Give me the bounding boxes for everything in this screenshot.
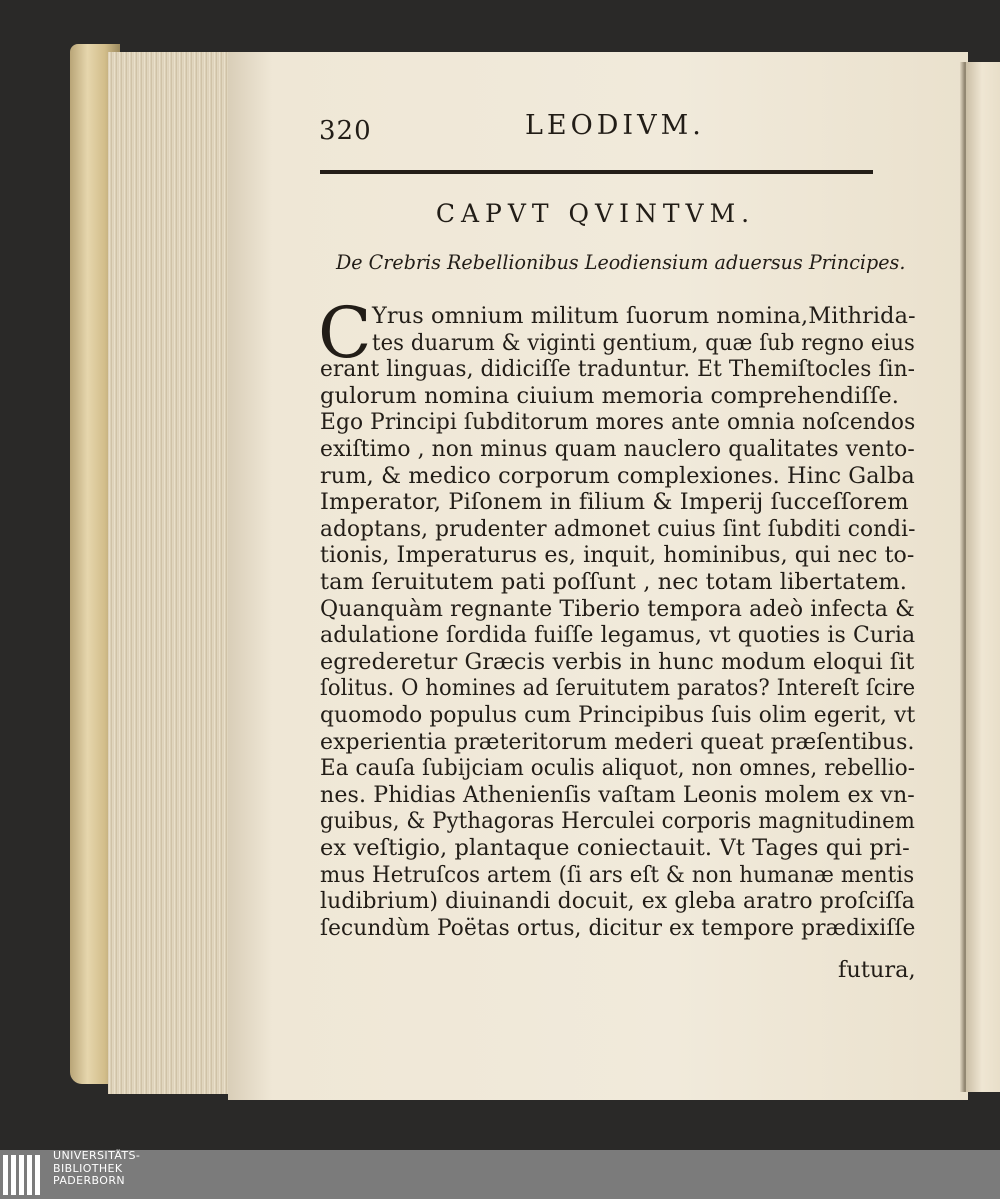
body-line: exiſtimo , non minus quam nauclero qualitates vento- [320, 436, 915, 462]
facing-page-edge [966, 62, 1000, 1092]
body-line: guibus, & Pythagoras Herculei corporis magnitudinem [320, 808, 916, 835]
body-line: Ea cauſa ſubijciam oculis aliquot, non omnes, rebellio- [320, 755, 916, 782]
body-line: ex veſtigio, plantaque coniectauit. Vt Tages qui pri- [320, 835, 910, 861]
body-line: Ego Principi ſubditorum mores ante omnia noſcendos [320, 409, 916, 436]
page-number: 320 [319, 116, 372, 146]
body-line: erant linguas, didiciſſe traduntur. Et Themiſtocles ſin- [320, 356, 916, 383]
drop-cap: C [318, 292, 372, 374]
body-line: egrederetur Græcis verbis in hunc modum eloqui ſit [320, 648, 915, 675]
chapter-subtitle: De Crebris Rebellionibus Leodiensium aduersus Principes. [336, 251, 906, 274]
body-line: tes duarum & viginti gentium, quæ ſub regno eius [372, 329, 915, 356]
body-line: nes. Phidias Athenienſis vaſtam Leonis molem ex vn- [320, 781, 915, 808]
body-line: mus Hetruſcos artem (ſi ars eſt & non humanæ mentis [320, 861, 915, 888]
body-line: tionis, Imperaturus es, inquit, hominibus, qui nec to- [320, 542, 915, 569]
body-line: experientia præteritorum mederi queat præſentibus. [320, 728, 915, 755]
footer-bar [0, 1150, 1000, 1199]
body-line: adoptans, prudenter admonet cuius ſint ſubditi condi- [320, 515, 916, 542]
body-line: quomodo populus cum Principibus ſuis olim egerit, vt [320, 702, 916, 728]
body-line: ludibrium) diuinandi docuit, ex gleba aratro proſciſſa [320, 888, 915, 915]
logo-line: UNIVERSITÄTS- [53, 1149, 141, 1162]
chapter-title: CAPVT QVINTVM. [435, 199, 756, 228]
header-rule [320, 170, 873, 174]
running-head: LEODIVM. [525, 110, 705, 141]
logo-line: PADERBORN [53, 1174, 126, 1187]
catchword: futura, [838, 957, 916, 983]
library-logo-icon [3, 1153, 45, 1197]
page-block-edge [108, 52, 230, 1094]
library-logo-text [53, 1150, 140, 1188]
body-line: Yrus omnium militum ſuorum nomina,Mithrida- [372, 303, 916, 329]
body-line: tam ſeruitutem pati poſſunt , nec totam libertatem. [320, 569, 908, 595]
logo-line: BIBLIOTHEK [53, 1161, 123, 1175]
body-line: adulatione ſordida fuiſſe legamus, vt quoties is Curia [320, 622, 916, 649]
body-line: ſolitus. O homines ad ſeruitutem paratos? Intereſt ſcire [320, 675, 916, 702]
body-line: ſecundùm Poëtas ortus, dicitur ex tempore prædixiſſe [320, 914, 916, 941]
body-line: Imperator, Piſonem in filium & Imperij ſucceſſorem [320, 489, 909, 516]
body-line: Quanquàm regnante Tiberio tempora adeò infecta & [320, 595, 915, 622]
body-line: rum, & medico corporum complexiones. Hinc Galba [320, 462, 915, 489]
body-line: gulorum nomina ciuium memoria comprehendiſſe. [320, 382, 899, 409]
